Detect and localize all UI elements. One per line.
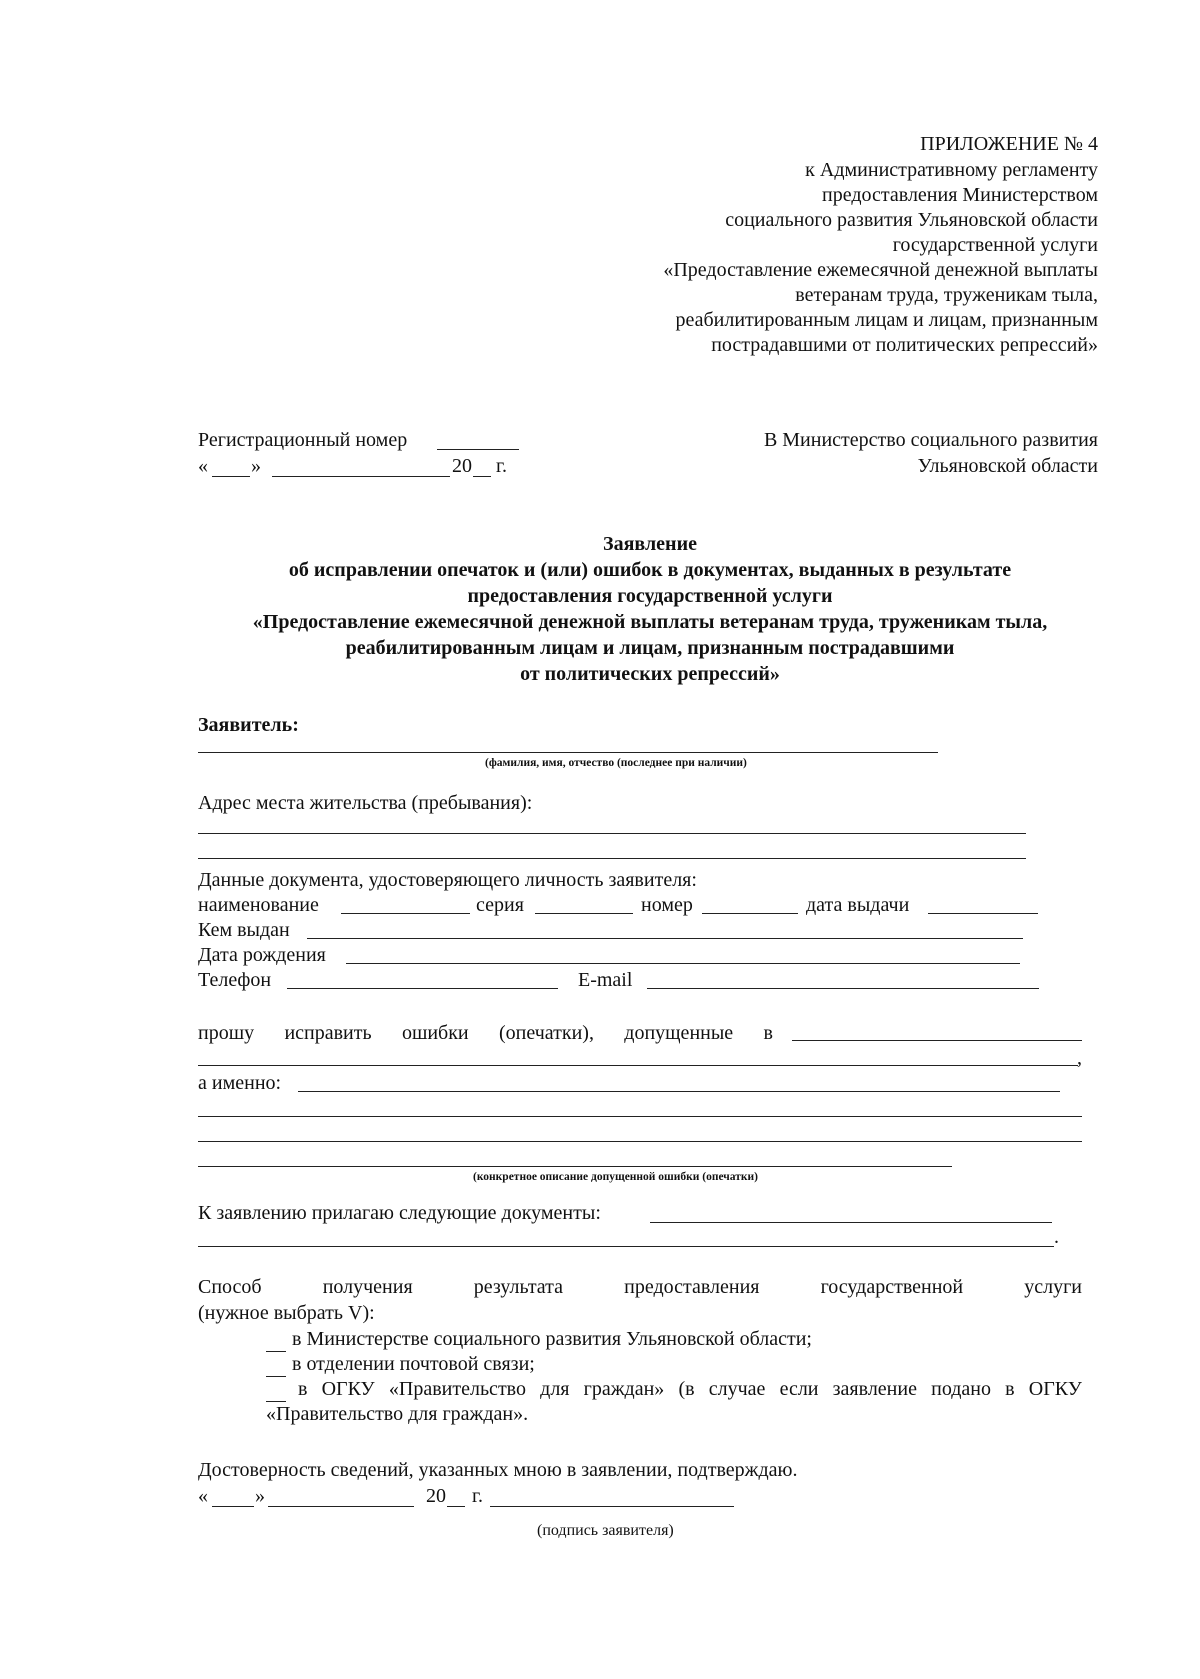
attachments-period: .	[1054, 1226, 1059, 1248]
delivery-option-ogku[interactable]	[266, 1376, 292, 1402]
request-word: ошибки	[401, 1022, 469, 1044]
delivery-option-post[interactable]	[266, 1351, 535, 1377]
id-series-label: серия	[476, 894, 524, 916]
phone-field[interactable]	[287, 988, 558, 989]
confirmation-date-open: «	[198, 1485, 208, 1507]
registration-date-open: «	[198, 455, 208, 477]
delivery-text	[198, 1274, 1082, 1300]
header-line: пострадавшими от политических репрессий»	[711, 334, 1098, 356]
document-title-line: об исправлении опечаток и (или) ошибок в документах, выданных в результате	[288, 559, 1012, 581]
delivery-option-ogku-label	[298, 1376, 1082, 1402]
ogku-word: подано	[931, 1378, 991, 1400]
attachments-field-line2[interactable]	[198, 1246, 1054, 1247]
request-text	[198, 1020, 773, 1046]
ogku-word: в	[1005, 1378, 1015, 1400]
delivery-option-ogku-label-line2: «Правительство для граждан».	[266, 1403, 529, 1425]
ogku-word: ОГКУ	[1028, 1378, 1082, 1400]
delivery-option-post-checkbox[interactable]	[266, 1358, 286, 1377]
issued-by-label: Кем выдан	[198, 919, 290, 941]
namely-field-line3[interactable]	[198, 1141, 1082, 1142]
registration-year-field[interactable]	[473, 476, 491, 477]
namely-field-line4[interactable]	[198, 1166, 952, 1167]
document-title-line: «Предоставление ежемесячной денежной выплаты ветеранам труда, труженикам тыла,	[252, 611, 1048, 633]
ogku-word: заявление	[832, 1378, 917, 1400]
ogku-word: (в	[678, 1378, 695, 1400]
request-word: прошу	[198, 1022, 255, 1044]
appendix-number: ПРИЛОЖЕНИЕ № 4	[920, 133, 1098, 155]
confirmation-text: Достоверность сведений, указанных мною в заявлении, подтверждаю.	[198, 1459, 798, 1481]
header-line: социального развития Ульяновской области	[725, 209, 1098, 231]
confirmation-year-field[interactable]	[447, 1506, 465, 1507]
delivery-option-post-label: в отделении почтовой связи;	[292, 1353, 535, 1375]
request-document-field-line2[interactable]	[198, 1065, 1078, 1066]
attachments-label: К заявлению прилагаю следующие документы:	[198, 1202, 601, 1224]
id-name-label: наименование	[198, 894, 319, 916]
header-line: предоставления Министерством	[822, 184, 1098, 206]
registration-month-field[interactable]	[272, 476, 450, 477]
address-field-line2[interactable]	[198, 858, 1026, 859]
document-title: Заявление	[603, 533, 697, 555]
registration-number-field[interactable]	[437, 449, 519, 450]
signature-caption: (подпись заявителя)	[537, 1522, 674, 1539]
ogku-word: случае	[708, 1378, 766, 1400]
namely-label: а именно:	[198, 1072, 282, 1094]
address-field-line1[interactable]	[198, 833, 1026, 834]
error-description-caption: (конкретное описание допущенной ошибки (опечатки)	[473, 1171, 758, 1183]
document-title-line: предоставления государственной услуги	[467, 585, 833, 607]
id-document-heading: Данные документа, удостоверяющего личность заявителя:	[198, 869, 697, 891]
phone-label: Телефон	[198, 969, 272, 991]
id-name-field[interactable]	[341, 913, 470, 914]
request-word: исправить	[284, 1022, 372, 1044]
confirmation-year-suffix: г.	[472, 1485, 483, 1507]
delivery-option-ministry-label: в Министерстве социального развития Ульяновской области;	[292, 1328, 812, 1350]
request-word: допущенные	[624, 1022, 734, 1044]
request-word: (опечатки),	[498, 1022, 594, 1044]
delivery-option-ministry[interactable]	[266, 1326, 812, 1352]
confirmation-day-field[interactable]	[212, 1506, 254, 1507]
namely-field-line2[interactable]	[198, 1116, 1082, 1117]
request-comma: ,	[1077, 1047, 1082, 1069]
request-document-field[interactable]	[792, 1040, 1082, 1041]
applicant-fio-caption: (фамилия, имя, отчество (последнее при наличии)	[485, 757, 747, 769]
ogku-word: если	[779, 1378, 819, 1400]
recipient-line: В Министерство социального развития	[763, 429, 1098, 451]
ogku-word: в	[298, 1378, 308, 1400]
ogku-word: для	[540, 1378, 570, 1400]
recipient-line: Ульяновской области	[917, 455, 1098, 477]
ogku-word: ОГКУ	[321, 1378, 375, 1400]
issued-by-field[interactable]	[307, 938, 1023, 939]
delivery-word: Способ	[198, 1276, 262, 1298]
birth-date-field[interactable]	[346, 963, 1020, 964]
delivery-option-ogku-checkbox[interactable]	[266, 1383, 286, 1402]
address-label: Адрес места жительства (пребывания):	[198, 792, 533, 814]
birth-date-label: Дата рождения	[198, 944, 326, 966]
confirmation-year-prefix: 20	[426, 1485, 446, 1507]
delivery-word: государственной	[820, 1276, 964, 1298]
namely-field-line1[interactable]	[298, 1091, 1060, 1092]
id-number-field[interactable]	[702, 913, 798, 914]
header-line: к Административному регламенту	[805, 159, 1098, 181]
delivery-word: получения	[322, 1276, 413, 1298]
ogku-word: «Правительство	[388, 1378, 526, 1400]
document-title-line: от политических репрессий»	[520, 663, 780, 685]
registration-year-suffix: г.	[496, 455, 507, 477]
registration-date-close: »	[251, 455, 261, 477]
confirmation-month-field[interactable]	[268, 1506, 414, 1507]
document-title-line: реабилитированным лицам и лицам, признанным пострадавшими	[345, 637, 955, 659]
registration-day-field[interactable]	[212, 476, 250, 477]
id-issue-date-label: дата выдачи	[806, 894, 910, 916]
registration-number-label: Регистрационный номер	[198, 429, 408, 451]
ogku-word: граждан»	[583, 1378, 665, 1400]
confirmation-date-close: »	[255, 1485, 265, 1507]
header-line: государственной услуги	[892, 234, 1098, 256]
header-line: реабилитированным лицам и лицам, признанным	[675, 309, 1098, 331]
applicant-label: Заявитель:	[198, 714, 299, 736]
id-number-label: номер	[641, 894, 693, 916]
delivery-word: предоставления	[624, 1276, 760, 1298]
delivery-word: услуги	[1024, 1276, 1082, 1298]
email-label: E-mail	[578, 969, 633, 991]
email-field[interactable]	[647, 988, 1039, 989]
request-word: в	[763, 1022, 773, 1044]
delivery-option-ministry-checkbox[interactable]	[266, 1333, 286, 1352]
id-issue-date-field[interactable]	[928, 913, 1038, 914]
header-line: ветеранам труда, труженикам тыла,	[795, 284, 1098, 306]
delivery-hint: (нужное выбрать V):	[198, 1302, 375, 1324]
applicant-fio-field[interactable]	[198, 752, 938, 753]
delivery-word: результата	[473, 1276, 564, 1298]
id-series-field[interactable]	[535, 913, 633, 914]
signature-field[interactable]	[490, 1506, 734, 1507]
registration-year-prefix: 20	[452, 455, 472, 477]
header-line: «Предоставление ежемесячной денежной выплаты	[663, 259, 1098, 281]
attachments-field-line1[interactable]	[650, 1222, 1052, 1223]
